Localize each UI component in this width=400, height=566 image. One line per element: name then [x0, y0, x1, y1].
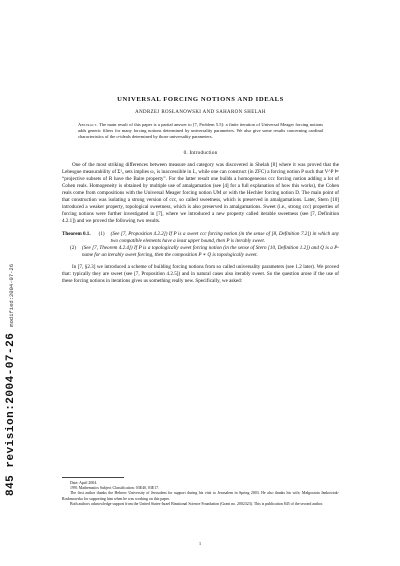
- theorem-item-1: [62, 231, 339, 245]
- main-content: [62, 96, 339, 285]
- footnote-rule: [62, 477, 124, 478]
- theorem-item-2: [70, 245, 339, 259]
- footnote-msc: 1991 Mathematics Subject Classification. 03E40, 03E17.: [70, 486, 160, 491]
- abstract-label: Abstract.: [78, 122, 98, 127]
- arxiv-modified-date: modified:2004-07-26: [8, 263, 16, 327]
- footnote-date: Date: April 2004.: [70, 481, 98, 485]
- section-heading: 0. Introduction: [183, 150, 218, 156]
- intro-paragraph-2: In [7, §2.3] we introduced a scheme of building forcing notions from so called universality parameters (see 1.2 later). We proved that: typically they are sweet (see [7, Proposition 4.2.5]) and in natural cases also iterably sweet. So the question arose if the use of these forcing notions in iterations gives us something really new. Specifically, we asked:: [62, 264, 339, 284]
- paper-title: UNIVERSAL FORCING NOTIONS AND IDEALS: [117, 96, 284, 103]
- abstract-text: The main result of this paper is a partial answer to [7, Problem 5.5]: a finite iteration of Universal Meager forcing notions adds generic filters for many forcing notions determined by universality parameters. We also give some results concerning cardinal characteristics of the σ-ideals determined by those universality parameters.: [78, 122, 324, 139]
- theorem-item-1-text: (See [7, Proposition 4.2.2]) If P is a sweet ccc forcing notion (in the sense of [8, Definition 7.2]) in which any two compatible elements have a least upper bound, then P is iterably sweet.: [110, 231, 339, 244]
- footnote-thanks-1: The first author thanks the Hebrew University of Jerusalem for support during his visit to Jerusalem in Spring 2003. He also thanks his wife, Małgorzata Jankowiak-Rosłanowska for supporting him when he was working on this paper.: [62, 491, 339, 501]
- page-number: 1: [198, 541, 202, 546]
- arxiv-identifier: 845 revision:2004-07-26: [5, 332, 18, 497]
- theorem-item-1-number: (1): [98, 231, 105, 237]
- theorem-item-2-number: (2): [70, 245, 76, 251]
- paper-authors: ANDRZEJ ROSŁANOWSKI AND SAHARON SHELAH: [135, 110, 266, 115]
- theorem-label: Theorem 0.1.: [62, 231, 91, 237]
- footnote-thanks-2: Both authors acknowledge support from the United States-Israel Binational Science Foundation (Grant no. 2002323). This is publication 845 of the second author.: [70, 501, 323, 506]
- abstract: [78, 122, 323, 140]
- arxiv-sidebar-stamp: [2, 230, 20, 530]
- footnotes: [62, 477, 339, 507]
- intro-paragraph-1: One of the most striking differences between measure and category was discovered in Shelah [8] where it was proved that the Lebesgue measurability of Σ¹₃ sets implies ω₁ is inaccessible in L, while one can construct (in ZFC) a forcing notion P such that V^P ⊨ “projective subsets of R have the Baire property”. For the latter result one builds a homogeneous ccc forcing notion adding a lot of Cohen reals. Homogeneity is obtained by multiple use of amalgamation (see [4] for a full explanation of how this works), the Cohen reals come from compositions with the Universal Meager forcing notion UM or with the Hechler forcing notion D. The main point of that construction was isolating a strong version of ccc, so called sweetness, which is preserved in amalgamations. Later, Stern [10] introduced a weaker property, topological sweetness, which is also preserved in amalgamations. Sweet (i.e., strong ccc) properties of forcing notions were further investigated in [7], where we introduced a new property called iterable sweetness (see [7, Definition 4.2.1]) and we proved the following two results.: [62, 162, 339, 224]
- theorem-item-2-text: (See [7, Theorem 4.2.4]) If P is a topologically sweet forcing notion (in the sense of Stern [10, Definition 1.2]) and Q is a P-name for an iterably sweet forcing, then the composition P ∗ Q is topologically sweet.: [82, 245, 339, 258]
- theorem-block: [62, 231, 339, 259]
